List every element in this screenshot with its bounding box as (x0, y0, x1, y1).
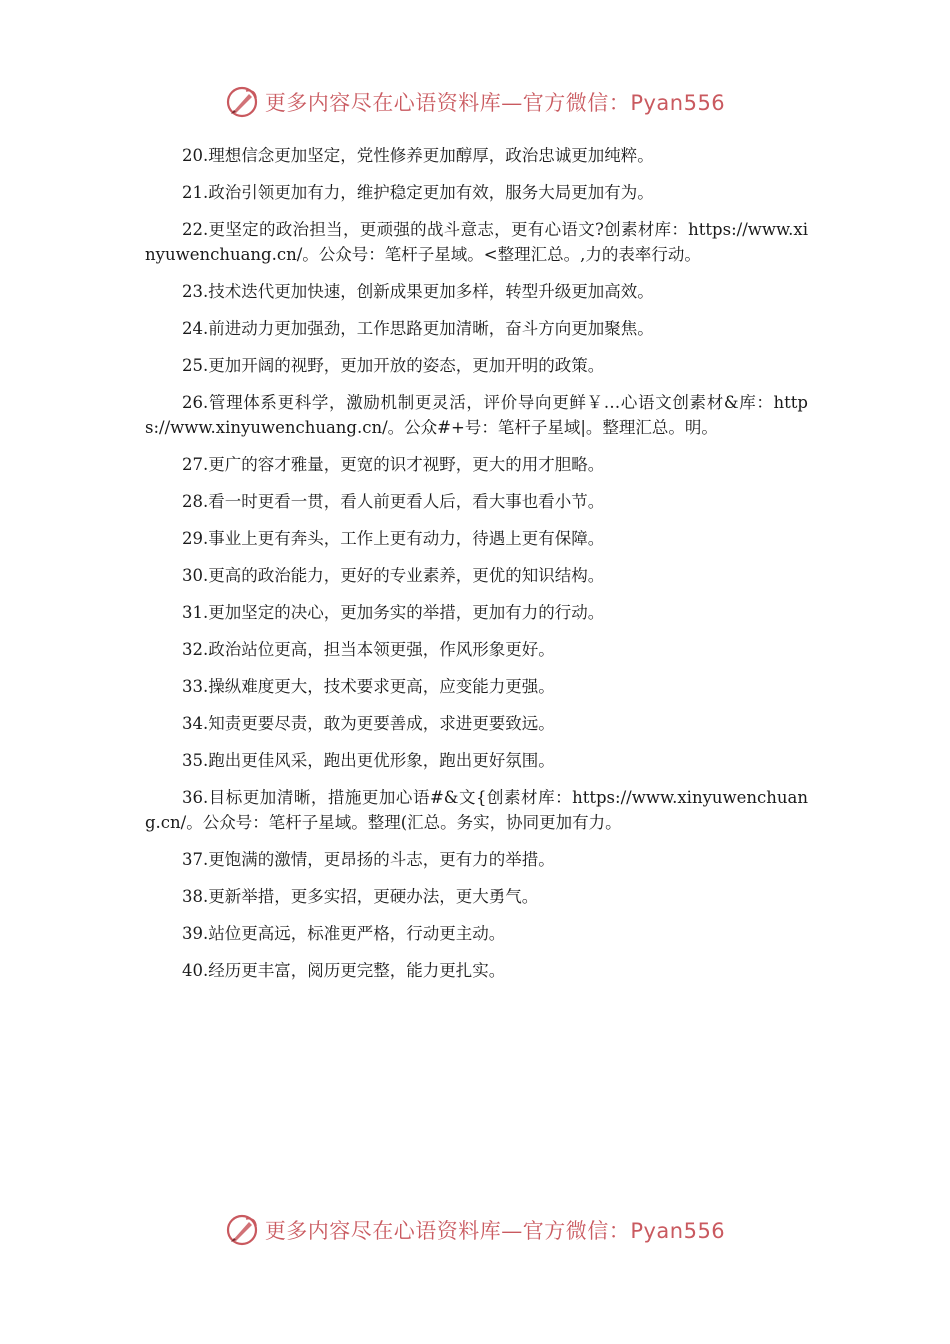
paragraph-39: 39.站位更高远，标准更严格，行动更主动。 (182, 924, 506, 943)
footer-text (265, 1215, 725, 1245)
header-text (265, 87, 725, 117)
header-slogan: 更多内容尽在心语资料库—官方微信： (264, 91, 631, 115)
paragraph-24: 24.前进动力更加强劲，工作思路更加清晰，奋斗方向更加聚焦。 (182, 319, 654, 338)
paragraph-38: 38.更新举措，更多实招，更硬办法，更大勇气。 (182, 887, 539, 906)
footer-wechat-id: Pyan556 (630, 1219, 726, 1243)
footer-slogan: 更多内容尽在心语资料库—官方微信： (264, 1219, 631, 1243)
paragraph-23: 23.技术迭代更加快速，创新成果更加多样，转型升级更加高效。 (182, 282, 654, 301)
paragraph-34: 34.知责更要尽责，敢为更要善成，求进更要致远。 (182, 714, 555, 733)
header-banner (0, 82, 950, 122)
document-body (145, 143, 808, 995)
paragraph-28: 28.看一时更看一贯，看人前更看人后，看大事也看小节。 (182, 492, 605, 511)
paragraph-22: 22.更坚定的政治担当，更顽强的战斗意志，更有心语文?创素材库：https://www.xinyuwenchuang.cn/。公众号：笔杆子星域。<整理汇总。,力的表率行动。 (145, 220, 808, 264)
footer-banner (0, 1210, 950, 1250)
pen-logo-icon (225, 1213, 259, 1247)
header-wechat-id: Pyan556 (630, 91, 726, 115)
paragraph-29: 29.事业上更有奔头，工作上更有动力，待遇上更有保障。 (182, 529, 605, 548)
paragraph-37: 37.更饱满的激情，更昂扬的斗志，更有力的举措。 (182, 850, 555, 869)
paragraph-32: 32.政治站位更高，担当本领更强，作风形象更好。 (182, 640, 555, 659)
paragraph-26: 26.管理体系更科学，激励机制更灵活，评价导向更鲜￥…心语文创素材&库：https://www.xinyuwenchuang.cn/。公众#+号：笔杆子星域|。整理汇总。明。 (145, 393, 808, 437)
paragraph-31: 31.更加坚定的决心，更加务实的举措，更加有力的行动。 (182, 603, 605, 622)
paragraph-33: 33.操纵难度更大，技术要求更高，应变能力更强。 (182, 677, 555, 696)
paragraph-35: 35.跑出更佳风采，跑出更优形象，跑出更好氛围。 (182, 751, 555, 770)
paragraph-20: 20.理想信念更加坚定，党性修养更加醇厚，政治忠诚更加纯粹。 (182, 146, 654, 165)
paragraph-21: 21.政治引领更加有力，维护稳定更加有效，服务大局更加有为。 (182, 183, 654, 202)
paragraph-30: 30.更高的政治能力，更好的专业素养，更优的知识结构。 (182, 566, 605, 585)
paragraph-36: 36.目标更加清晰，措施更加心语#&文{创素材库：https://www.xinyuwenchuang.cn/。公众号：笔杆子星域。整理(汇总。务实，协同更加有力。 (145, 788, 808, 832)
paragraph-25: 25.更加开阔的视野，更加开放的姿态，更加开明的政策。 (182, 356, 605, 375)
paragraph-40: 40.经历更丰富，阅历更完整，能力更扎实。 (182, 961, 506, 980)
paragraph-27: 27.更广的容才雅量，更宽的识才视野，更大的用才胆略。 (182, 455, 605, 474)
pen-logo-icon (225, 85, 259, 119)
